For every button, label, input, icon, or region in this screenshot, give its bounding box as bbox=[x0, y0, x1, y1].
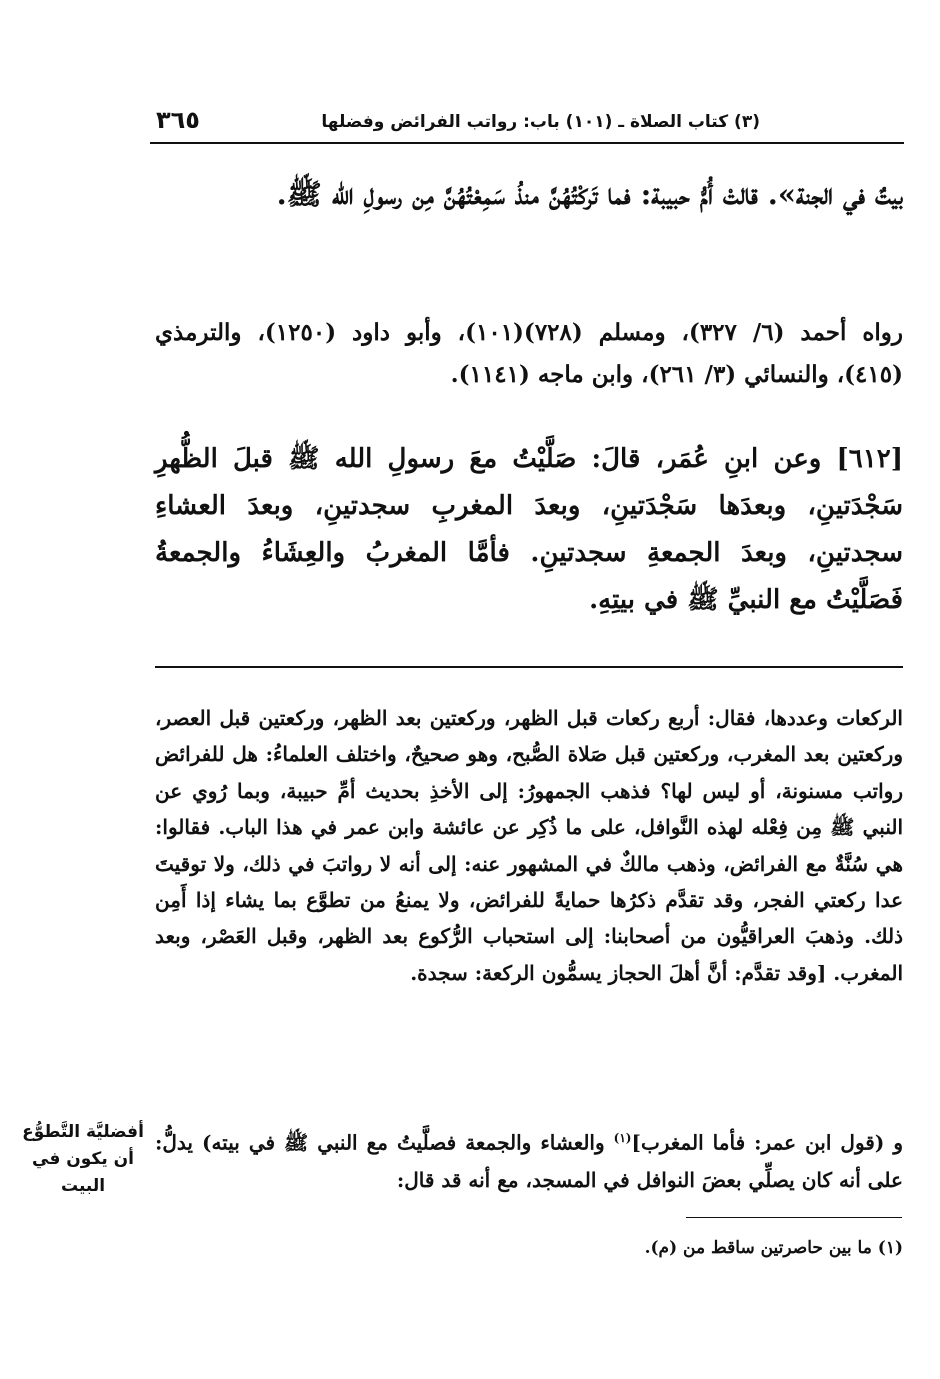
margin-note: أفضليَّة التَّطوُّع أن يكون في البيت bbox=[22, 1122, 144, 1196]
takhrij-paragraph: رواه أحمد (٦/ ٣٢٧)، ومسلم (٧٢٨)(١٠١)، وأبو داود (١٢٥٠)، والترمذي (٤١٥)، والنسائي (٣/ ٢٦١)، وابن ماجه (١١٤١). bbox=[155, 319, 903, 388]
hadith-continuation: بيتٌ في الجنة». قالتْ أُمُّ حبيبة: فما تَركْتُهُنَّ منذُ سَمِعْتُهُنَّ مِن رسولِ الله ﷺ. bbox=[276, 177, 903, 211]
commentary-2-after-ref: والعشاء والجمعة فصلَّيتُ مع النبي ﷺ في بيته) يدلُّ: على أنه كان يصلِّي بعضَ النوافل في المسجد، مع أنه قد قال: bbox=[155, 1130, 903, 1192]
commentary-paragraph-2 bbox=[155, 1120, 903, 1199]
section-divider bbox=[155, 666, 903, 668]
footnote-divider bbox=[686, 1217, 902, 1218]
page-header bbox=[150, 104, 904, 144]
page-number: ٣٦٥ bbox=[156, 106, 200, 134]
hadith-612: [٦١٢] وعن ابنِ عُمَر، قالَ: صَلَّيْتُ معَ رسولِ الله ﷺ قبلَ الظُّهرِ سَجْدَتينِ، وبعدَها سَجْدَتينِ، وبعدَ المغربِ سجدتينِ، وبعدَ العشاءِ سجدتينِ، وبعدَ الجمعةِ سجدتينِ. فأمَّا المغربُ والعِشَاءُ والجمعةُ فَصَلَّيْتُ مع النبيِّ ﷺ في بيتِهِ. bbox=[155, 444, 903, 615]
commentary-paragraph: الركعات وعددها، فقال: أربع ركعات قبل الظهر، وركعتين بعد الظهر، وركعتين قبل العصر، وركعتين بعد المغرب، وركعتين قبل صَلاة الصُّبح، وهو صحيحٌ، واختلف العلماءُ: هل للفرائض رواتب مسنونة، أو ليس لها؟ فذهب الجمهورُ: إلى الأخذِ بحديث أمِّ حبيبة، وبما رُوي عن النبي ﷺ مِن فِعْله لهذه النَّوافل، على ما ذُكِر عن عائشة وابن عمر في هذا الباب. فقالوا: هي سُنَّةٌ مع الفرائض، وذهب مالكٌ في المشهور عنه: إلى أنه لا رواتبَ في ذلك، ولا توقيتَ عدا ركعتي الفجر، وقد تقدَّم ذكرُها حمايةً للفرائض، ولا يمنعُ من تطوَّع بما يشاء إذا أَمِن ذلك. وذهبَ العراقيُّون من أصحابنا: إلى استحباب الرُّكوع بعد الظهر، وقبل العَصْر، وبعد المغرب. [وقد تقدَّم: أنَّ أهلَ الحجاز يسمُّون الركعة: سجدة. bbox=[155, 706, 903, 985]
footnote-ref: (١) bbox=[613, 1131, 632, 1145]
footnote: (١) ما بين حاصرتين ساقط من (م). bbox=[644, 1238, 903, 1258]
commentary-2-before-ref: و (قول ابن عمر: فأما المغرب] bbox=[631, 1130, 903, 1155]
running-title: (٣) كتاب الصلاة ـ (١٠١) باب: رواتب الفرائض وفضلها bbox=[321, 112, 760, 132]
